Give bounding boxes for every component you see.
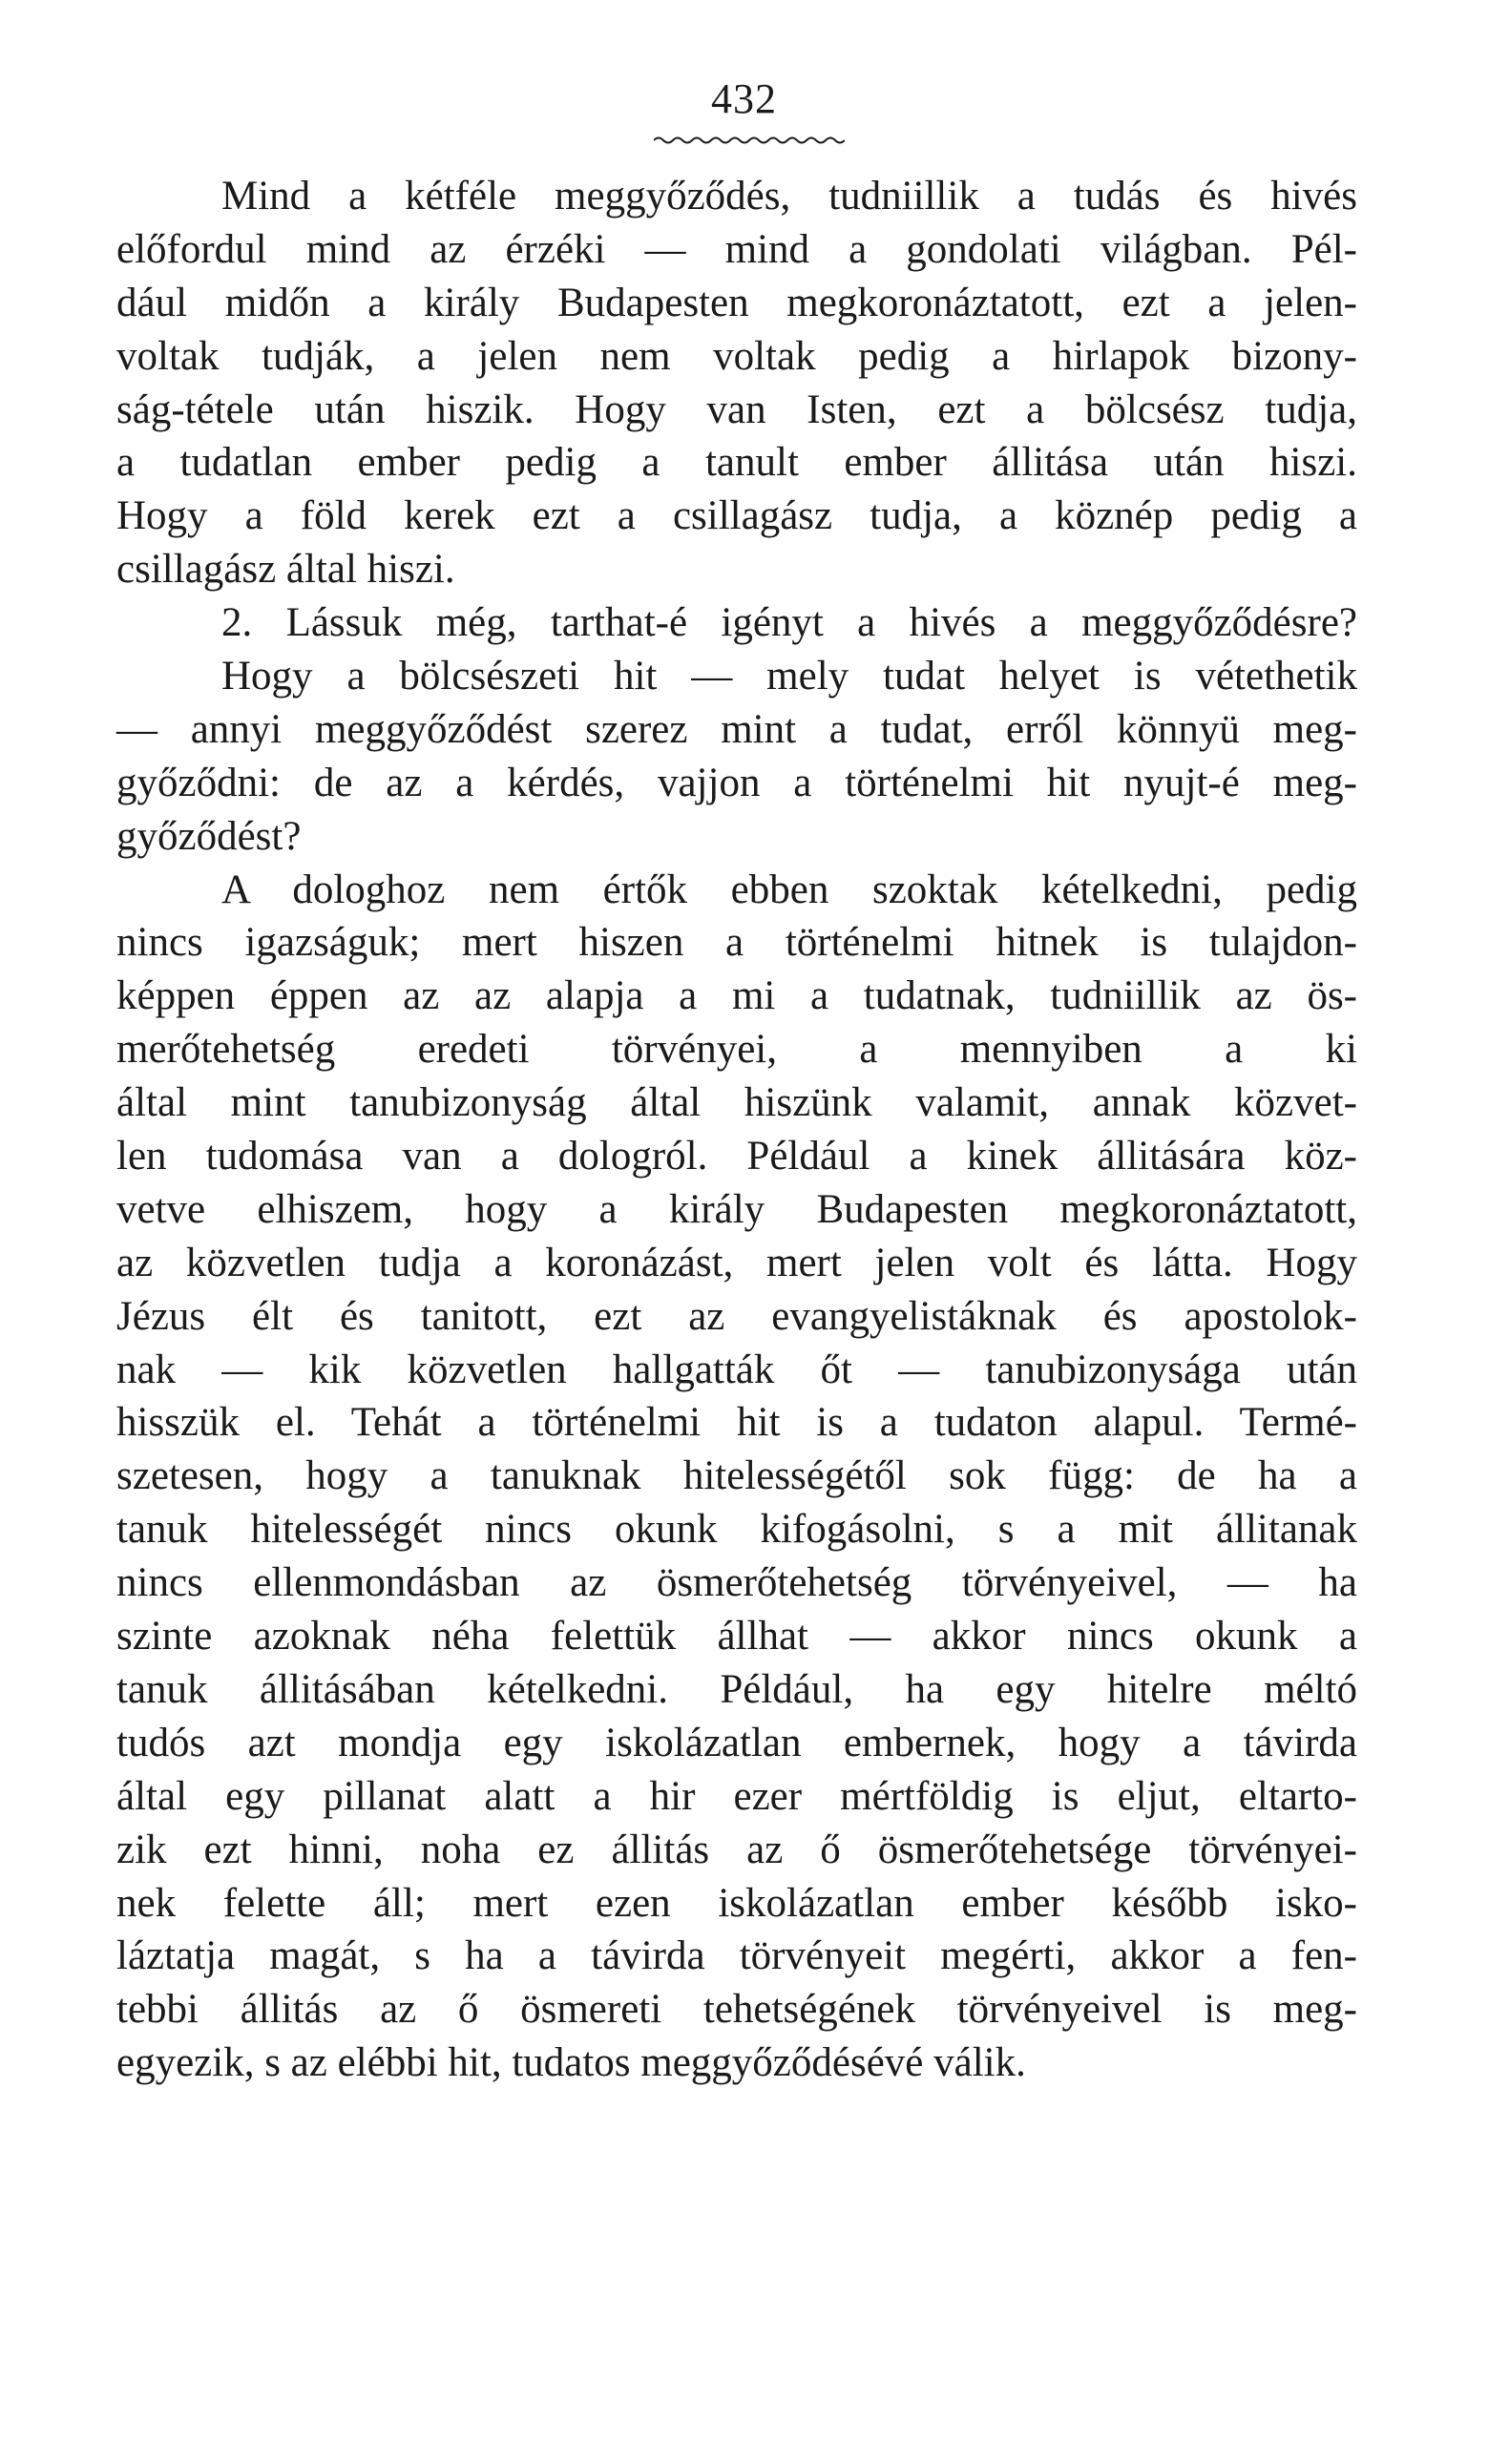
text-line: képpen éppen az az alapja a mi a tudatnak, tudniillik az ös- [116,973,1357,1019]
text-line: az közvetlen tudja a koronázást, mert jelen volt és látta. Hogy [116,1240,1357,1285]
text-line: szetesen, hogy a tanuknak hitelességétől sok függ: de ha a [116,1453,1357,1499]
text-line: ság-tétele után hiszik. Hogy van Isten, ezt a bölcsész tudja, [116,386,1357,432]
text-line: győződést? [116,813,302,859]
text-line: Mind a kétféle meggyőződés, tudniillik a tudás és hivés [221,174,1357,219]
text-line: tebbi állitás az ő ösmereti tehetségének törvényeivel is meg- [116,1987,1357,2033]
text-line: győződni: de az a kérdés, vajjon a történelmi hit nyujt-é meg- [116,760,1357,805]
text-line: voltak tudják, a jelen nem voltak pedig a hirlapok bizony- [116,333,1357,379]
text-line: csillagász által hiszi. [116,547,455,593]
text-line: A dologhoz nem értők ebben szoktak kételkedni, pedig [221,867,1357,912]
text-line: dául midőn a király Budapesten megkoronáztatott, ezt a jelen- [116,280,1357,325]
text-line: nincs ellenmondásban az ösmerőtehetség törvényeivel, — ha [116,1560,1357,1606]
text-line: előfordul mind az érzéki — mind a gondolati világban. Pél- [116,226,1357,272]
text-line: — annyi meggyőződést szerez mint a tudat, erről könnyü meg- [116,706,1357,752]
text-line: egyezik, s az elébbi hit, tudatos meggyőződésévé válik. [116,2040,1026,2086]
text-line: zik ezt hinni, noha ez állitás az ő ösmerőtehetsége törvényei- [116,1827,1357,1872]
text-line: Hogy a föld kerek ezt a csillagász tudja, a köznép pedig a [116,493,1357,539]
text-line: tudós azt mondja egy iskolázatlan embernek, hogy a távirda [116,1720,1357,1765]
body-text [116,170,1357,2090]
text-line: len tudomása van a dologról. Például a kinek állitására köz- [116,1134,1357,1180]
text-line: láztatja magát, s ha a távirda törvényeit megérti, akkor a fen- [116,1933,1357,1979]
text-line: a tudatlan ember pedig a tanult ember állitása után hiszi. [116,440,1357,486]
text-line: vetve elhiszem, hogy a király Budapesten megkoronáztatott, [116,1186,1357,1232]
text-line: tanuk állitásában kételkedni. Például, ha egy hitelre méltó [116,1666,1357,1712]
text-line: által egy pillanat alatt a hir ezer mértföldig is eljut, eltarto- [116,1773,1357,1819]
text-line: tanuk hitelességét nincs okunk kifogásolni, s a mit állitanak [116,1507,1357,1553]
text-line: Hogy a bölcsészeti hit — mely tudat helyet is vétethetik [221,654,1357,700]
text-line: 2. Lássuk még, tarthat-é igényt a hivés a meggyőződésre? [221,600,1357,646]
text-line: által mint tanubizonyság által hiszünk valamit, annak közvet- [116,1080,1357,1126]
text-line: merőtehetség eredeti törvényei, a mennyiben a ki [116,1027,1357,1073]
page-number-ornament [654,134,845,147]
text-line: hisszük el. Tehát a történelmi hit is a tudaton alapul. Termé- [116,1400,1357,1446]
page-number: 432 [711,75,777,122]
text-line: nak — kik közvetlen hallgatták őt — tanubizonysága után [116,1347,1357,1392]
text-line: nek felette áll; mert ezen iskolázatlan ember később isko- [116,1880,1357,1926]
text-line: Jézus élt és tanitott, ezt az evangyelistáknak és apostolok- [116,1293,1357,1339]
text-line: nincs igazságuk; mert hiszen a történelmi hitnek is tulajdon- [116,920,1357,966]
text-line: szinte azoknak néha felettük állhat — akkor nincs okunk a [116,1614,1357,1660]
